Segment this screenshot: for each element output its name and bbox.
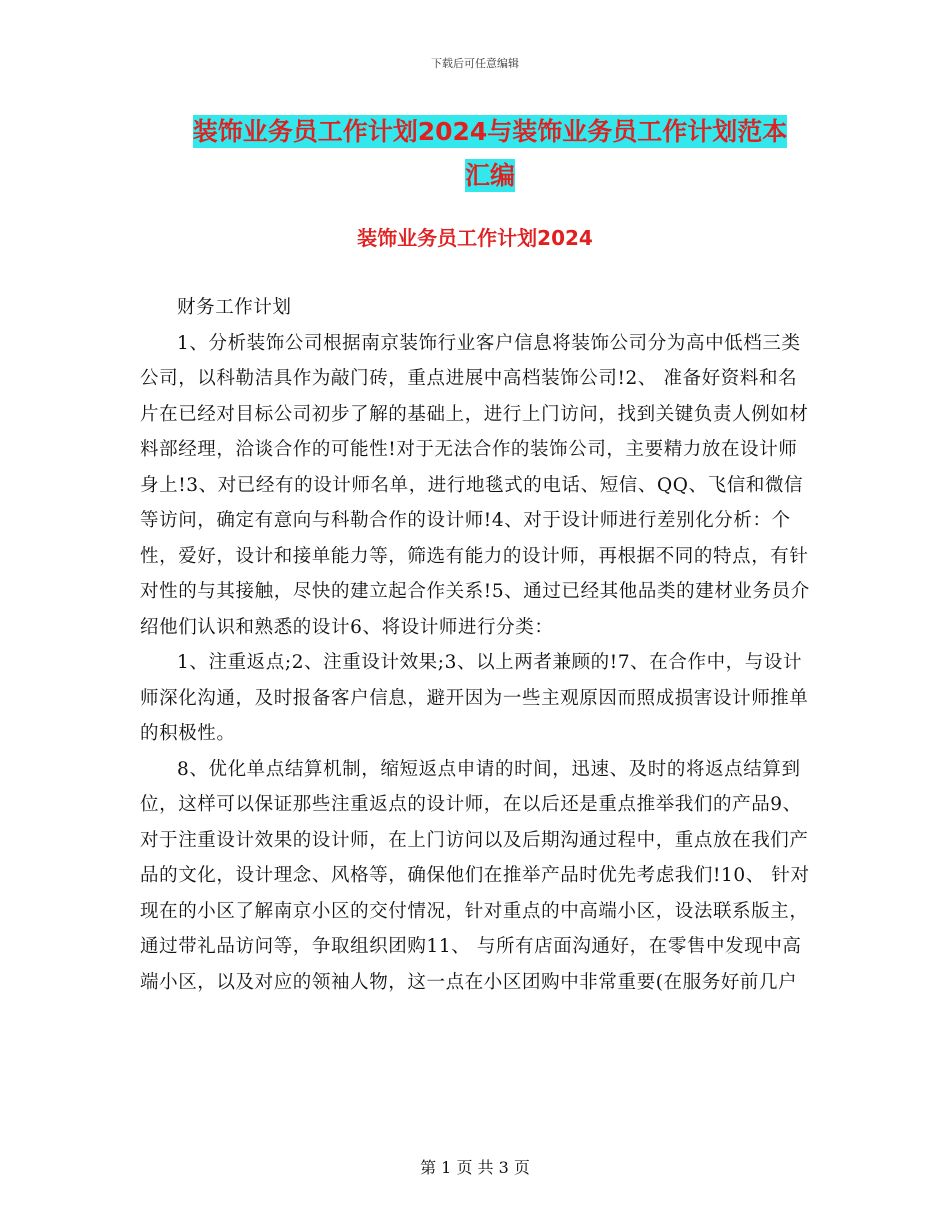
paragraph-heading: 财务工作计划 (177, 297, 292, 318)
section-title: 装饰业务员工作计划2024 (357, 226, 593, 250)
title-line-2: 汇编 (464, 161, 515, 190)
title-line-1: 装饰业务员工作计划2024与装饰业务员工作计划范本 (192, 117, 788, 146)
paragraph: 8、优化单点结算机制，缩短返点申请的时间，迅速、及时的将返点结算到位，这样可以保证那些注重返点的设计师，在以后还是重点推举我们的产品9、对于注重设计效果的设计师，在上门访问以及后期沟通过程中，重点放在我们产品的文化，设计理念、风格等，确保他们在推举产品时优先考虑我们!10、 针对现在的小区了解南京小区的交付情况，针对重点的中高端小区，设法联系版主，通过带礼品访问等，争取组织团购11、 与所有店面沟通好，在零售中发现中高端小区，以及对应的领袖人物，这一点在小区团购中非常重要(在服务好前几户 (140, 758, 810, 993)
body-text (140, 290, 815, 1000)
page-footer: 第 1 页 共 3 页 (420, 1158, 530, 1177)
header-note: 下载后可任意编辑 (431, 57, 519, 70)
paragraph: 1、分析装饰公司根据南京装饰行业客户信息将装饰公司分为高中低档三类公司，以科勒洁具作为敲门砖，重点进展中高档装饰公司!2、 准备好资料和名片在已经对目标公司初步了解的基础上，进行上门访问，找到关键负责人例如材料部经理，洽谈合作的可能性!对于无法合作的装饰公司，主要精力放在设计师身上!3、对已经有的设计师名单，进行地毯式的电话、短信、QQ、飞信和微信等访问，确定有意向与科勒合作的设计师!4、对于设计师进行差别化分析：个性，爱好，设计和接单能力等，筛选有能力的设计师，再根据不同的特点，有针对性的与其接触，尽快的建立起合作关系!5、通过已经其他品类的建材业务员介绍他们认识和熟悉的设计6、将设计师进行分类： (140, 332, 810, 638)
paragraph: 1、注重返点;2、注重设计效果;3、以上两者兼顾的!7、在合作中，与设计师深化沟通，及时报备客户信息，避开因为一些主观原因而照成损害设计师推单的积极性。 (140, 652, 809, 744)
document-title (140, 110, 840, 198)
